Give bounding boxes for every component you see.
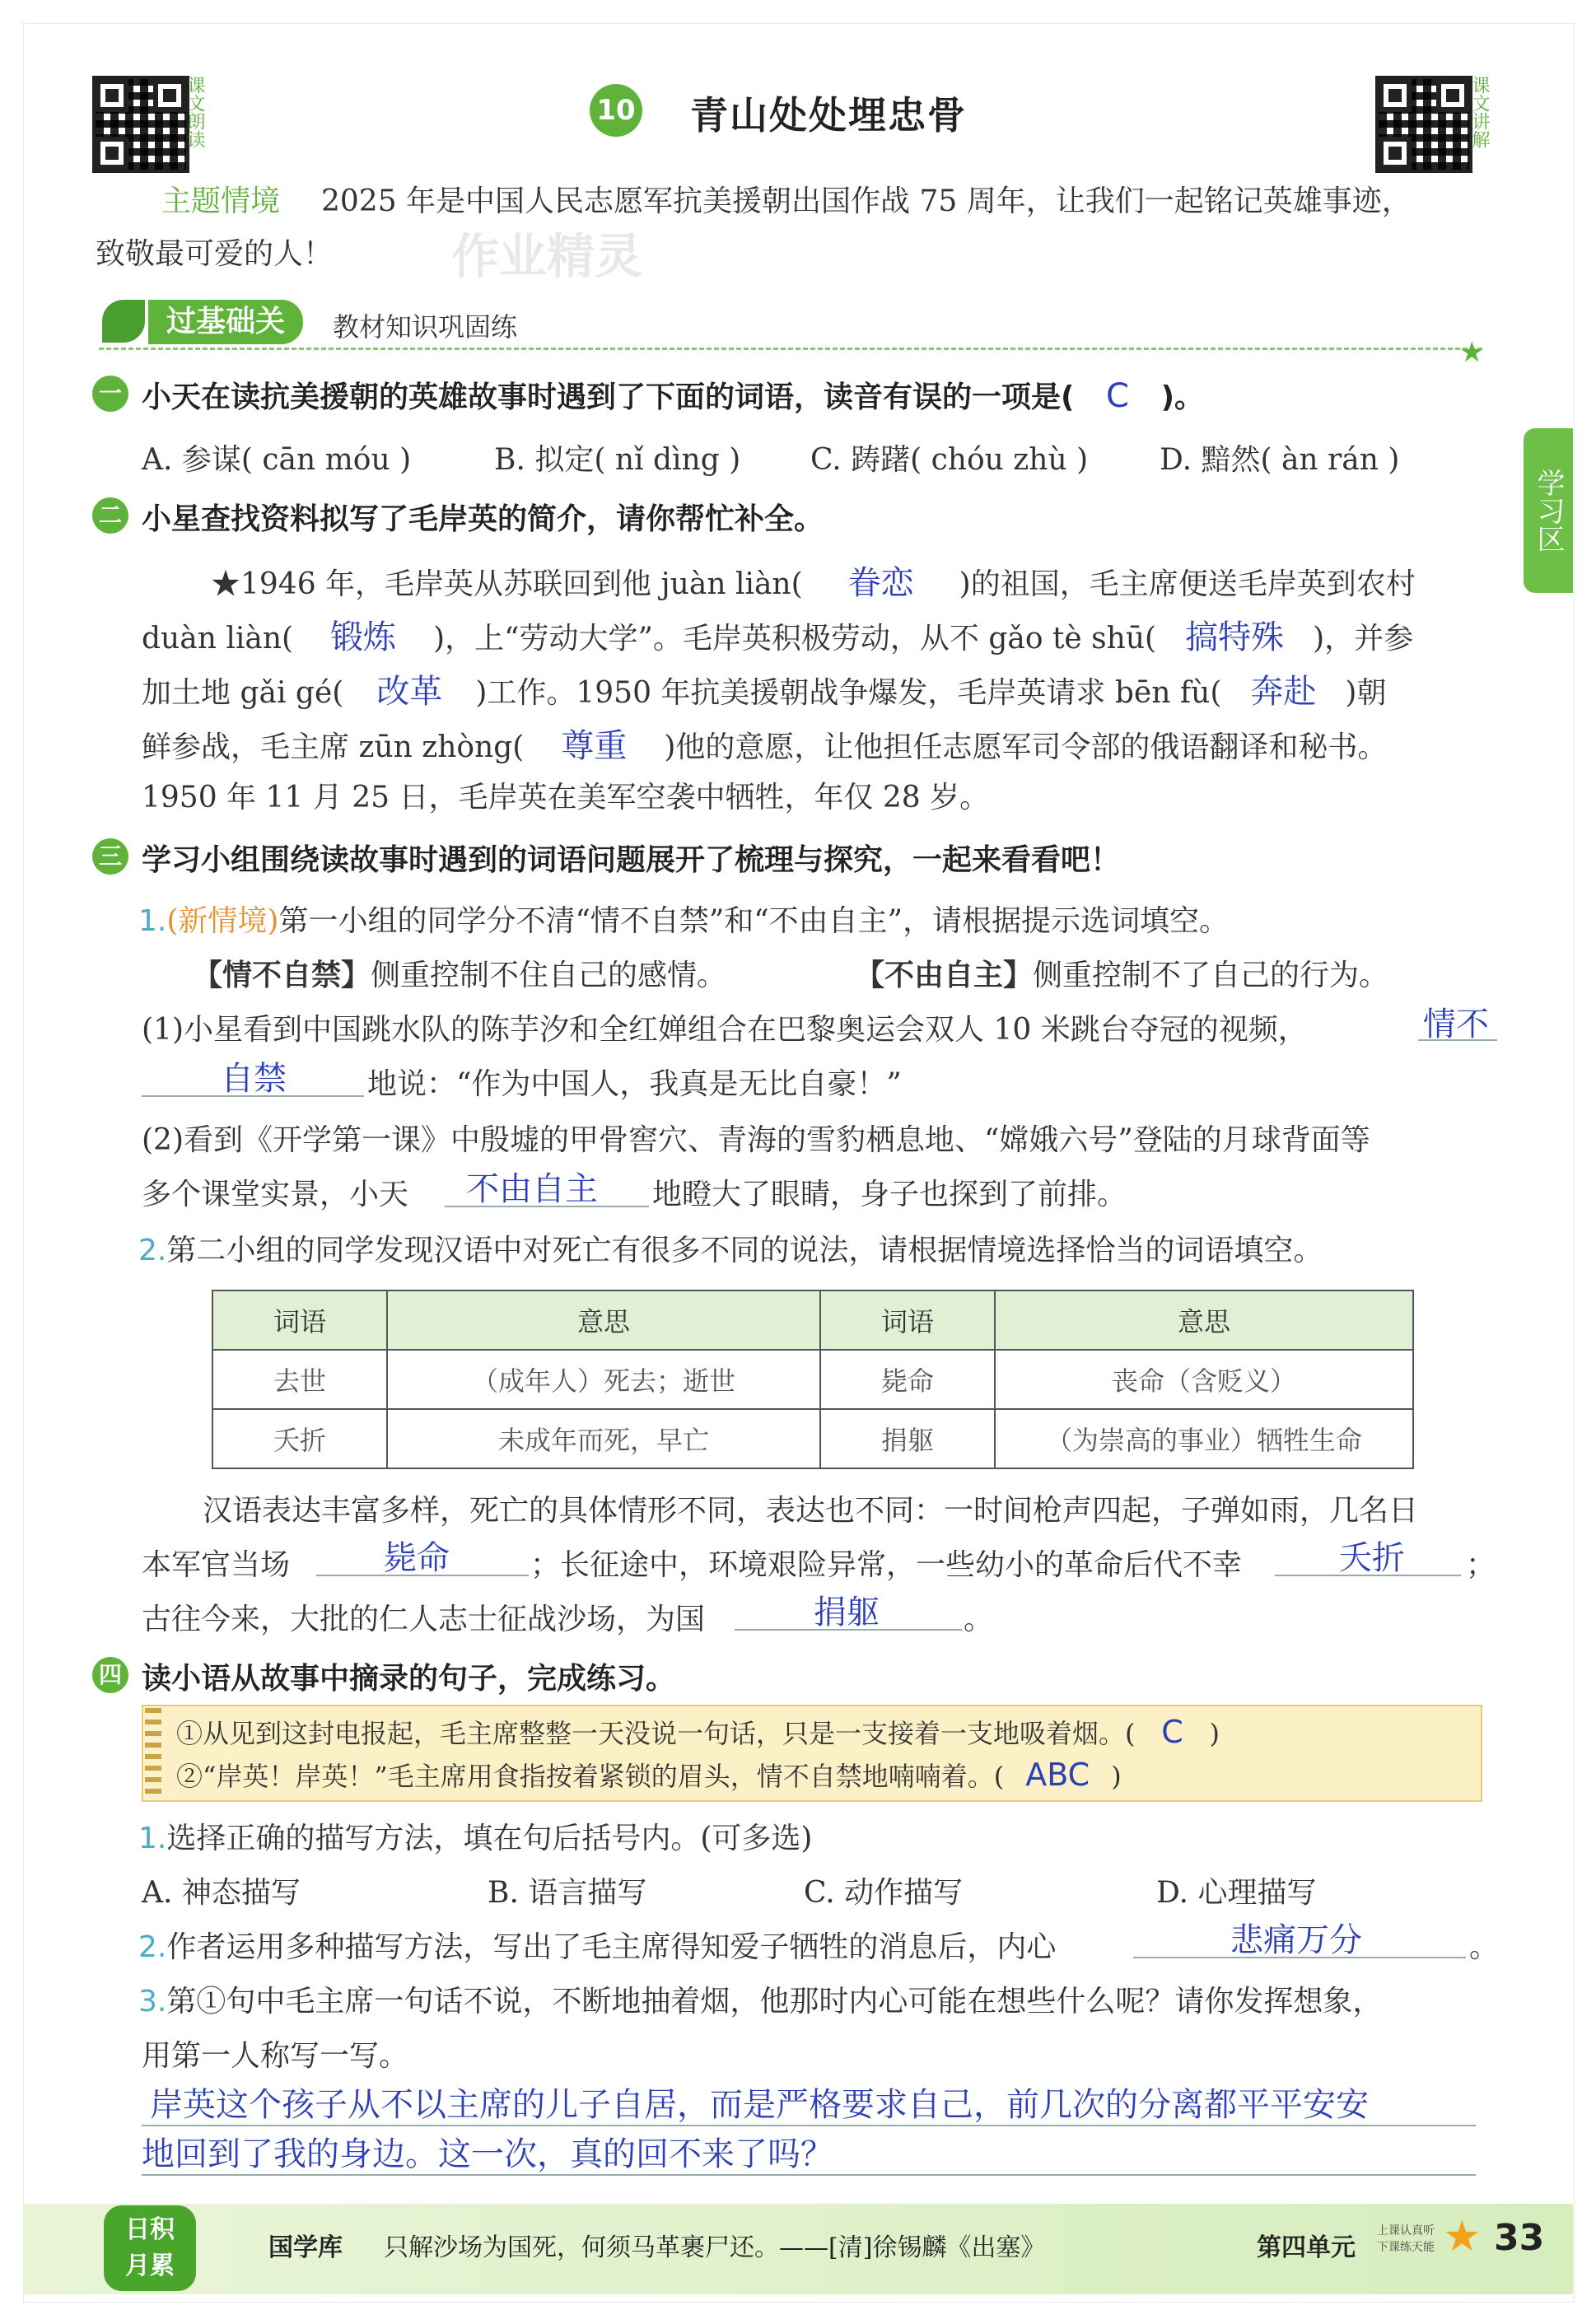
table-row bbox=[212, 1409, 1413, 1468]
q3-paragraph-answer-1[interactable]: 毙命 bbox=[384, 1539, 450, 1577]
q2-line-3: 加土地 gǎi gé( 改革 )工作。1950 年抗美援朝战争爆发，毛岸英请求 bēn fù( 奔赴 )朝 bbox=[142, 665, 1386, 712]
q3-paragraph-2c: ； bbox=[1466, 1548, 1496, 1582]
qr-code-left[interactable] bbox=[92, 76, 189, 173]
table-header-cell: 意思 bbox=[995, 1290, 1413, 1350]
table-row bbox=[212, 1350, 1413, 1409]
lesson-number-badge bbox=[590, 84, 642, 137]
blank-line bbox=[316, 1575, 529, 1576]
section-banner bbox=[99, 298, 1482, 350]
lesson-number: 10 bbox=[596, 94, 636, 127]
q3-sentence-2-b: 多个课堂实景，小天 bbox=[142, 1178, 409, 1211]
footer-badge-line-2: 月累 bbox=[125, 2252, 175, 2280]
q4-option-d: D. 心理描写 bbox=[1156, 1876, 1317, 1910]
q3-paragraph-2a: 本军官当场 bbox=[142, 1548, 291, 1582]
star-icon: ★ bbox=[1459, 336, 1485, 369]
blank-line bbox=[1275, 1575, 1461, 1576]
table-cell: （成年人）死去；逝世 bbox=[387, 1350, 820, 1409]
star-mascot-icon: ★ bbox=[1443, 2212, 1482, 2261]
q2-line-2: duàn liàn( 锻炼 )，上“劳动大学”。毛岸英积极劳动，从不 gǎo tè shū( 搞特殊 )，并参 bbox=[142, 611, 1413, 658]
side-tab: 学习区 bbox=[1524, 428, 1573, 593]
q4-option-c: C. 动作描写 bbox=[804, 1876, 964, 1910]
banner-subtitle: 教材知识巩固练 bbox=[333, 311, 518, 343]
banner-title: 过基础关 bbox=[148, 300, 303, 344]
spiral-binding bbox=[145, 1708, 161, 1795]
q4-part-2: 2.作者运用多种描写方法，写出了毛主席得知爱子牺牲的消息后，内心 bbox=[138, 1930, 1057, 1964]
q4-part-1: 1.选择正确的描写方法，填在句后括号内。(可多选) bbox=[138, 1822, 813, 1855]
table-cell: （为崇高的事业）牺牲生命 bbox=[995, 1409, 1413, 1468]
q3-paragraph-answer-3[interactable]: 捐躯 bbox=[814, 1594, 880, 1631]
table-cell: 夭折 bbox=[212, 1409, 387, 1468]
q3-paragraph-2b: ；长征途中，环境艰险异常，一些幼小的革命后代不幸 bbox=[530, 1548, 1243, 1582]
table-cell: 毙命 bbox=[820, 1350, 995, 1409]
q3-sentence-2: (2)看到《开学第一课》中殷墟的甲骨窖穴、青海的雪豹栖息地、“嫦娥六号”登陆的月球背面等 bbox=[142, 1123, 1370, 1157]
quote-sentence-1: ①从见到这封电报起，毛主席整整一天没说一句话，只是一支接着一支地吸着烟。( C ) bbox=[176, 1714, 1220, 1750]
q1-prompt: 小天在读抗美援朝的英雄故事时遇到了下面的词语，读音有误的一项是( C )。 bbox=[142, 377, 1205, 415]
quote-sentence-1-answer[interactable]: C bbox=[1161, 1714, 1183, 1750]
footer-slogan-1: 上课认真听 bbox=[1377, 2224, 1435, 2238]
q2-answer-4[interactable]: 改革 bbox=[376, 673, 443, 711]
table-header-row bbox=[212, 1290, 1413, 1350]
answer-rule bbox=[142, 2174, 1476, 2176]
q3-paragraph-1: 汉语表达丰富多样，死亡的具体情形不同，表达也不同：一时间枪声四起，子弹如雨，几名日 bbox=[203, 1494, 1419, 1528]
q3-paragraph-answer-2[interactable]: 夭折 bbox=[1339, 1539, 1405, 1577]
q2-answer-3[interactable]: 搞特殊 bbox=[1185, 618, 1285, 656]
section-number-3: 三 bbox=[92, 838, 128, 875]
q1-option-c: C. 踌躇( chóu zhù ) bbox=[810, 443, 1089, 477]
theme-text-1: 2025 年是中国人民志愿军抗美援朝出国作战 75 周年，让我们一起铭记英雄事迹， bbox=[321, 184, 1412, 218]
quote-sentence-2-answer[interactable]: ABC bbox=[1025, 1757, 1090, 1793]
q3-paragraph-3b: 。 bbox=[964, 1603, 994, 1636]
q4-part-2-end: 。 bbox=[1469, 1930, 1500, 1964]
table-cell: 丧命（含贬义） bbox=[995, 1350, 1413, 1409]
q4-part-2-answer[interactable]: 悲痛万分 bbox=[1230, 1921, 1362, 1959]
footer-label: 国学库 bbox=[268, 2233, 343, 2262]
footer-slogan-2: 下课练天能 bbox=[1377, 2241, 1435, 2254]
qr-left-label: 课文朗读 bbox=[184, 76, 205, 148]
q4-answer-line-1[interactable]: 岸英这个孩子从不以主席的儿子自居，而是严格要求自己，前几次的分离都平平安安 bbox=[150, 2086, 1369, 2124]
theme-text-2: 致敬最可爱的人！ bbox=[96, 237, 334, 271]
q3-part-1: 1.(新情境)第一小组的同学分不清“情不自禁”和“不由自主”，请根据提示选词填空。 bbox=[138, 904, 1230, 938]
quote-sentence-2: ②“岸英！岸英！”毛主席用食指按着紧锁的眉头，情不自禁地喃喃着。( ABC ) bbox=[176, 1757, 1122, 1793]
table-header-cell: 词语 bbox=[820, 1290, 995, 1350]
q4-option-a: A. 神态描写 bbox=[142, 1876, 301, 1910]
section-number-1: 一 bbox=[92, 376, 128, 412]
q2-line-5: 1950 年 11 月 25 日，毛岸英在美军空袭中牺牲，年仅 28 岁。 bbox=[142, 781, 990, 814]
q3-sentence-1-answer-b[interactable]: 自禁 bbox=[221, 1060, 287, 1098]
q2-line-4: 鲜参战，毛主席 zūn zhòng( 尊重 )他的意愿，让他担任志愿军司令部的俄语翻译和秘书。 bbox=[142, 720, 1387, 767]
q1-option-b: B. 拟定( nǐ dìng ) bbox=[494, 443, 741, 477]
q3-prompt: 学习小组围绕读故事时遇到的词语问题展开了梳理与探究，一起来看看吧！ bbox=[142, 843, 1121, 877]
q2-answer-5[interactable]: 奔赴 bbox=[1250, 673, 1317, 711]
footer-badge bbox=[104, 2205, 196, 2291]
section-number-2: 二 bbox=[92, 497, 128, 534]
q3-sentence-2-answer[interactable]: 不由自主 bbox=[466, 1170, 598, 1208]
table-cell: 去世 bbox=[212, 1350, 387, 1409]
q3-sentence-1: (1)小星看到中国跳水队的陈芋汐和全红婵组合在巴黎奥运会双人 10 米跳台夺冠的视频， bbox=[142, 1013, 1308, 1047]
q4-part-3-line-2: 用第一人称写一写。 bbox=[142, 2039, 409, 2073]
footer-unit: 第四单元 bbox=[1257, 2233, 1356, 2262]
theme-label: 主题情境 bbox=[161, 184, 281, 218]
q2-answer-6[interactable]: 尊重 bbox=[561, 727, 628, 765]
section-number-4: 四 bbox=[92, 1657, 128, 1693]
q3-hints-2: 【不由自主】侧重控制不了自己的行为。 bbox=[855, 959, 1389, 992]
q2-line-1: ★1946 年，毛岸英从苏联回到他 juàn liàn( 眷恋 )的祖国，毛主席便送毛岸英到农村 bbox=[211, 557, 1416, 604]
blank-line bbox=[1418, 1039, 1497, 1041]
blank-line bbox=[1133, 1957, 1466, 1958]
q1-answer[interactable]: C bbox=[1106, 377, 1129, 415]
footer-badge-line-1: 日积 bbox=[125, 2215, 175, 2244]
q4-option-b: B. 语言描写 bbox=[488, 1876, 647, 1910]
qr-right-label: 课文讲解 bbox=[1469, 76, 1490, 148]
table-header-cell: 词语 bbox=[212, 1290, 387, 1350]
watermark: 作业精灵 bbox=[451, 228, 643, 284]
q3-hints: 【情不自禁】侧重控制不住自己的感情。 bbox=[193, 959, 727, 992]
q4-prompt: 读小语从故事中摘录的句子，完成练习。 bbox=[142, 1662, 676, 1696]
blank-line bbox=[445, 1206, 649, 1207]
q3-sentence-1-end: 地说：“作为中国人，我真是无比自豪！” bbox=[367, 1067, 902, 1101]
table-cell: 捐躯 bbox=[820, 1409, 995, 1468]
qr-code-right[interactable] bbox=[1375, 76, 1472, 173]
q2-prompt: 小星查找资料拟写了毛岸英的简介，请你帮忙补全。 bbox=[142, 502, 824, 536]
q4-answer-line-2[interactable]: 地回到了我的身边。这一次，真的回不来了吗？ bbox=[142, 2135, 833, 2173]
table-header-cell: 意思 bbox=[387, 1290, 820, 1350]
q3-sentence-2-c: 地瞪大了眼睛，身子也探到了前排。 bbox=[652, 1178, 1127, 1211]
q3-part-2: 2.第二小组的同学发现汉语中对死亡有很多不同的说法，请根据情境选择恰当的词语填空。 bbox=[138, 1234, 1323, 1267]
q2-answer-2[interactable]: 锻炼 bbox=[330, 618, 397, 656]
q2-answer-1[interactable]: 眷恋 bbox=[847, 564, 914, 602]
blank-line bbox=[142, 1095, 364, 1097]
page-number: 33 bbox=[1494, 2217, 1545, 2259]
table-cell: 未成年而死，早亡 bbox=[387, 1409, 820, 1468]
q3-paragraph-3a: 古往今来，大批的仁人志士征战沙场，为国 bbox=[142, 1603, 706, 1636]
q1-option-a: A. 参谋( cān móu ) bbox=[142, 443, 412, 477]
blank-line bbox=[735, 1629, 962, 1631]
footer-quote: 只解沙场为国死，何须马革裹尸还。——[清]徐锡麟《出塞》 bbox=[384, 2233, 1046, 2262]
q3-sentence-1-answer-a[interactable]: 情不 bbox=[1423, 1006, 1489, 1043]
death-words-table bbox=[212, 1290, 1414, 1469]
q4-part-3: 3.第①句中毛主席一句话不说，不断地抽着烟，他那时内心可能在想些什么呢？请你发挥想象， bbox=[138, 1985, 1383, 2018]
answer-rule bbox=[142, 2125, 1476, 2126]
page-title: 青山处处埋忠骨 bbox=[690, 93, 967, 138]
q1-option-d: D. 黯然( àn rán ) bbox=[1160, 443, 1400, 477]
leaf-icon bbox=[102, 300, 145, 343]
